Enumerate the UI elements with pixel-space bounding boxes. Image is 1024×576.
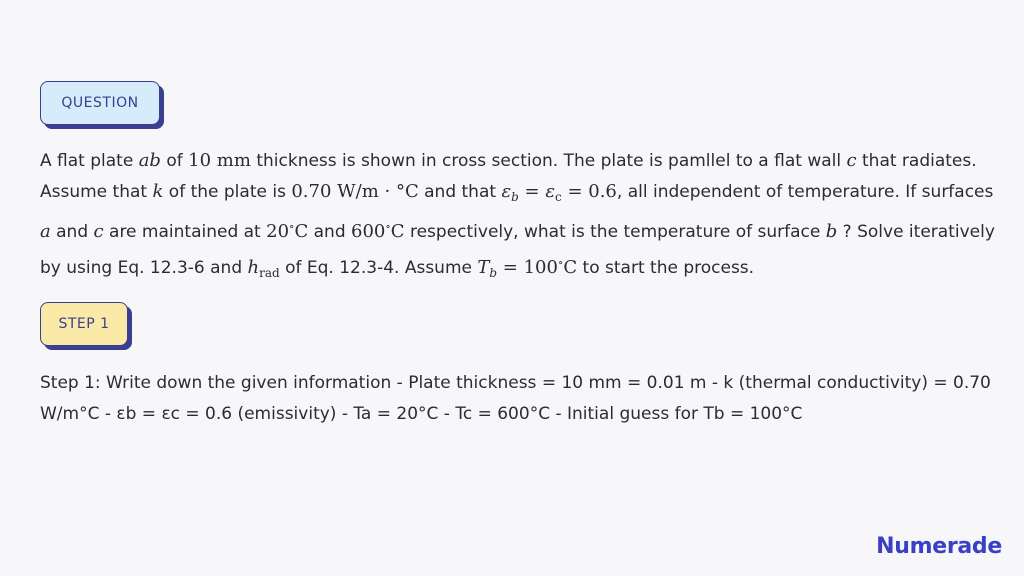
question-text-part: and [50,222,94,242]
math-epsilon-b-sub: b [511,189,519,204]
step-badge-label: STEP 1 [58,316,110,332]
math-unit-c: C [294,221,309,242]
question-text-part: A flat plate [40,151,139,171]
question-badge [40,81,160,125]
question-text-part: ? Solve iteratively by using Eq. 12.3-6 and [40,222,995,278]
math-ta-value: 20 [266,221,290,242]
question-text-part: are maintained at [103,222,267,242]
math-degree: ∘ [557,255,564,269]
question-text-part: respectively, what is the temperature of surface [404,222,826,242]
question-text-part: of the plate is [163,181,292,202]
question-text-part: and [308,222,352,242]
step-badge [40,302,128,346]
question-text-part: and that [418,181,502,202]
question-badge-label: QUESTION [61,95,139,111]
math-tc-value: 600 [351,221,386,242]
math-t-sub: b [489,265,498,280]
math-unit-c: C [563,256,578,278]
math-ab: ab [138,150,161,171]
step-text: Step 1: Write down the given information - Plate thickness = 10 mm = 0.01 m - k (thermal conductivity) = 0.70 W/m°C - εb = εc = 0.6 (emissivity) - Ta = 20°C - Tc = 600°C - Initial guess for Tb = 100°C [40,373,991,424]
math-tb-value: = 100 [497,256,558,278]
question-text-part: of [160,151,189,171]
math-c: c [93,221,104,242]
math-epsilon-c: ε [545,180,555,202]
question-text-part: to start the process. [577,257,755,278]
math-epsilon-b: ε [501,180,512,202]
question-text-part: of Eq. 12.3-4. Assume [279,257,478,278]
math-h: h [247,256,260,278]
math-thickness: 10 mm [188,150,251,171]
math-k-value: 0.70 W/m · °C [291,180,419,202]
numerade-logo: Numerade [876,534,1002,559]
math-c: c [846,150,857,171]
math-emissivity-value: = 0.6 [561,180,617,202]
math-a: a [40,221,51,242]
question-text-part: thickness is shown in cross section. The plate is pamllel to a flat wall [250,151,847,171]
math-degree: ∘ [289,220,295,233]
question-text-part: , all independent of temperature. If surfaces [616,181,994,202]
math-epsilon-c-sub: c [555,189,562,204]
question-text-part: that radiates. Assume that [40,151,977,202]
math-b: b [825,221,838,242]
math-t: T [477,256,490,278]
math-equals: = [518,180,546,202]
math-degree: ∘ [385,220,391,233]
math-k: k [152,180,164,202]
math-h-sub: rad [259,265,280,280]
question-text [40,146,995,288]
math-unit-c: C [390,221,405,242]
